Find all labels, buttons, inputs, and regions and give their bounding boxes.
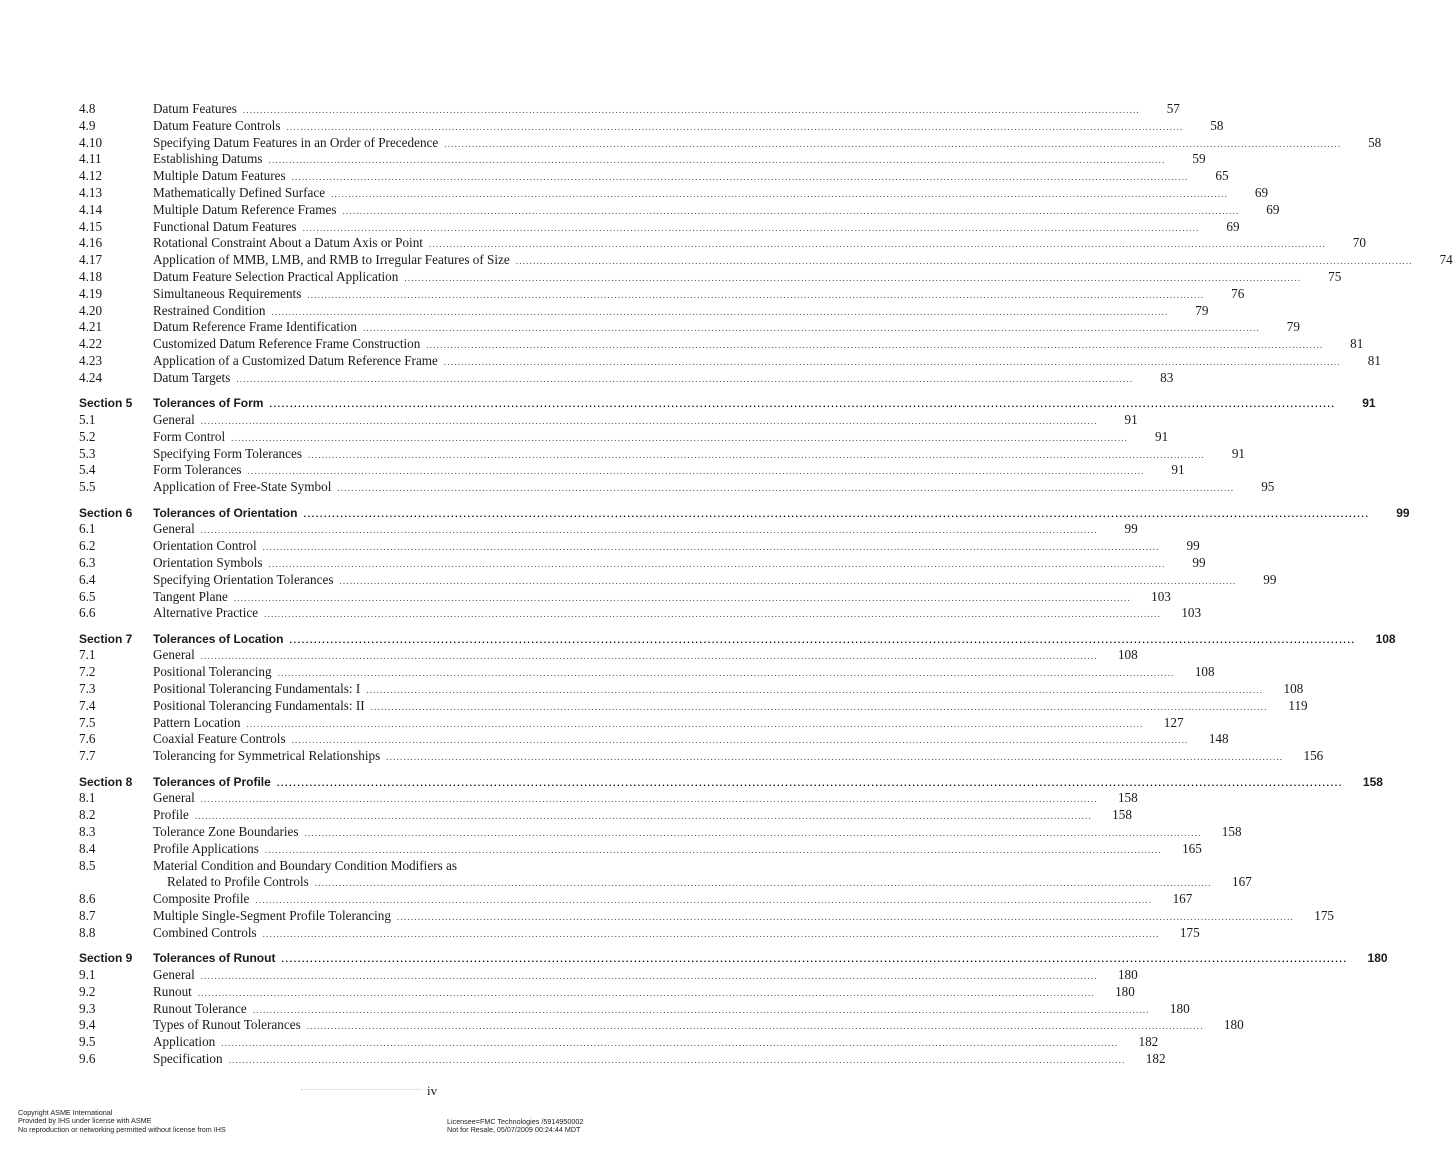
dot-leader: .................................................................................................................................................................................................................................................................... [228,1055,1126,1065]
toc-entry-row [79,571,1277,589]
dot-leader: .................................................................................................................................................................................................................................................................... [342,205,1240,216]
toc-entry-title: Types of Runout Tolerances [153,1017,301,1033]
toc-entry-title: Rotational Constraint About a Datum Axis or Point [153,235,423,251]
toc-entry-number: 9.4 [79,1017,96,1033]
toc-entry-number: 8.6 [79,891,96,907]
toc-entry-row [79,1017,1244,1034]
toc-entry-title: Profile [153,807,189,823]
dot-leader: .................................................................................................................................................................................................................................................................... [281,954,1348,965]
toc-entry-row [79,302,1209,320]
toc-entry-title: Positional Tolerancing Fundamentals: I [153,681,361,697]
toc-entry-page: 103 [1151,588,1171,604]
footer-line: Copyright ASME International [18,1108,113,1117]
toc-entry-number: Section 9 [79,951,133,966]
dot-leader: .................................................................................................................................................................................................................................................................... [242,105,1140,115]
toc-entry-number: 8.7 [79,908,96,924]
toc-entry-title: General [153,790,195,806]
dot-leader: .................................................................................................................................................................................................................................................................... [308,449,1205,460]
toc-entry-title: Runout Tolerance [153,1000,247,1016]
toc-entry-page: 70 [1352,235,1366,251]
toc-entry-number: 7.4 [79,697,96,713]
toc-entry-number: 4.12 [79,168,103,184]
dot-leader: .................................................................................................................................................................................................................................................................... [264,844,1162,855]
toc-entry-number: Section 7 [79,631,133,646]
toc-entry-row [79,748,1324,765]
toc-entry-title: Datum Reference Frame Identification [153,319,357,335]
toc-section-row [79,631,1396,648]
toc-entry-row [79,731,1229,748]
dot-leader: .................................................................................................................................................................................................................................................................... [515,256,1413,267]
table-of-contents [79,101,1453,1068]
toc-entry-row [79,101,1180,118]
toc-entry-number: 9.2 [79,983,96,999]
dot-leader: .................................................................................................................................................................................................................................................................... [233,592,1131,603]
dot-leader: .................................................................................................................................................................................................................................................................... [200,651,1098,662]
toc-entry-page: 182 [1145,1051,1166,1066]
toc-entry-page: 99 [1124,521,1138,537]
toc-entry-page: 69 [1266,201,1280,217]
dot-leader: .................................................................................................................................................................................................................................................................... [221,1038,1119,1049]
toc-entry-title: General [153,411,195,427]
toc-entry-number: 4.20 [79,302,103,318]
toc-entry-number: 4.9 [79,117,96,133]
footer-right [447,1118,583,1135]
dot-leader: .................................................................................................................................................................................................................................................................... [339,575,1237,586]
toc-entry-title: Composite Profile [153,891,250,907]
toc-entry-row [79,908,1334,925]
dot-leader: .................................................................................................................................................................................................................................................................... [426,340,1324,351]
toc-entry-number: 6.2 [79,538,96,554]
dot-leader: .................................................................................................................................................................................................................................................................... [255,895,1153,906]
toc-entry-title: General [153,647,195,663]
toc-entry-page: 167 [1231,874,1252,890]
dot-leader: .................................................................................................................................................................................................................................................................... [303,508,1370,519]
toc-entry-row [79,428,1169,446]
dot-leader: .................................................................................................................................................................................................................................................................... [236,373,1134,384]
toc-entry-row [79,1034,1159,1051]
toc-entry-title: Positional Tolerancing Fundamentals: II [153,697,365,713]
toc-entry-title: Specifying Datum Features in an Order of Precedence [153,134,439,150]
toc-entry-page: 99 [1263,571,1277,587]
toc-entry-row [79,874,1252,891]
dot-leader: .................................................................................................................................................................................................................................................................... [370,701,1268,712]
dot-leader: .................................................................................................................................................................................................................................................................... [197,987,1095,998]
toc-entry-page: 119 [1288,697,1308,713]
footer-line: Provided by IHS under license with ASME [18,1116,152,1126]
toc-entry-row [79,840,1202,858]
toc-entry-page: 148 [1208,731,1229,747]
toc-entry-title: Tolerance Zone Boundaries [153,824,299,840]
toc-entry-title: Alternative Practice [153,605,259,621]
toc-entry-page: 79 [1195,302,1209,318]
toc-entry-number: 5.1 [79,411,96,427]
toc-entry-page: 83 [1160,369,1174,385]
toc-entry-title: Tangent Plane [153,588,228,604]
toc-entry-number: 5.4 [79,462,96,478]
toc-entry-number: 7.1 [79,647,96,663]
toc-entry-title: Tolerances of Orientation [153,505,298,520]
toc-entry-page: 99 [1192,554,1206,570]
toc-entry-number: 9.6 [79,1051,96,1066]
dot-leader: .................................................................................................................................................................................................................................................................... [286,121,1184,132]
toc-entry-title: Datum Feature Controls [153,117,281,133]
toc-entry-page: 167 [1172,891,1193,907]
toc-entry-title: Datum Targets [153,369,231,385]
toc-entry-page: 81 [1367,352,1381,368]
toc-entry-title: Form Tolerances [153,462,242,478]
toc-entry-title: Customized Datum Reference Frame Construction [153,336,421,352]
toc-entry-number: 6.5 [79,588,96,604]
toc-entry-number: 5.3 [79,445,96,461]
toc-entry-title: Positional Tolerancing [153,664,272,680]
toc-entry-page: 91 [1171,462,1185,478]
toc-entry-row [79,462,1185,479]
toc-entry-page: 69 [1226,218,1240,234]
toc-entry-page: 182 [1138,1034,1159,1050]
dot-leader: .................................................................................................................................................................................................................................................................... [268,558,1166,569]
toc-entry-row [79,184,1269,202]
toc-entry-number: 5.5 [79,479,96,495]
dot-leader: .................................................................................................................................................................................................................................................................... [200,415,1098,426]
toc-section-row [79,505,1410,522]
toc-entry-title: General [153,967,195,983]
toc-entry-title: Mathematically Defined Surface [153,184,326,200]
footer-line: Licensee=FMC Technologies /5914950002 [447,1117,584,1126]
toc-entry-page: 103 [1181,605,1202,621]
toc-entry-title: Orientation Symbols [153,554,263,570]
dot-leader: .................................................................................................................................................................................................................................................................... [314,878,1212,889]
toc-entry-row [79,588,1171,606]
dot-leader: .................................................................................................................................................................................................................................................................... [264,609,1162,620]
toc-entry-row [79,891,1193,908]
dot-leader: .................................................................................................................................................................................................................................................................... [247,466,1145,477]
toc-entry-page: 65 [1215,168,1229,184]
dot-leader: .................................................................................................................................................................................................................................................................... [397,912,1294,923]
toc-entry-page: 91 [1124,411,1138,427]
toc-entry-page: 59 [1192,151,1206,167]
toc-entry-title: Form Control [153,428,226,444]
footer-left [18,1109,226,1134]
toc-entry-number: 4.18 [79,268,103,284]
toc-entry-row [79,790,1138,807]
dot-leader: .................................................................................................................................................................................................................................................................... [200,794,1098,805]
toc-entry-row [79,235,1366,252]
toc-entry-page: 91 [1154,428,1169,444]
toc-entry-title: General [153,521,195,537]
toc-entry-page: 158 [1117,790,1138,806]
toc-entry-page: 165 [1182,840,1202,856]
toc-entry-page: 175 [1314,908,1334,924]
toc-entry-page: 99 [1186,538,1200,554]
dot-leader: .................................................................................................................................................................................................................................................................... [271,306,1169,317]
toc-entry-number: 7.5 [79,714,96,730]
toc-entry-number: 9.1 [79,967,96,983]
dot-leader: .................................................................................................................................................................................................................................................................... [386,752,1284,763]
dot-leader: .................................................................................................................................................................................................................................................................... [262,542,1160,553]
toc-entry-page: 95 [1261,479,1275,495]
toc-entry-row [79,252,1453,269]
toc-entry-row [79,824,1242,841]
toc-entry-title: Restrained Condition [153,302,266,318]
toc-entry-row [79,521,1138,538]
toc-entry-row [79,201,1280,219]
toc-section-row [79,395,1376,412]
toc-entry-page: 175 [1179,924,1200,940]
dot-leader: .................................................................................................................................................................................................................................................................... [194,811,1092,822]
dot-leader: .................................................................................................................................................................................................................................................................... [404,272,1302,283]
toc-entry-number: 4.22 [79,336,103,352]
dot-leader: .................................................................................................................................................................................................................................................................... [289,634,1356,645]
dot-leader: .................................................................................................................................................................................................................................................................... [302,222,1200,233]
dot-leader: .................................................................................................................................................................................................................................................................... [277,668,1175,679]
toc-entry-row [79,858,789,875]
toc-entry-page: 158 [1112,807,1132,823]
toc-entry-number: 7.3 [79,681,96,697]
toc-entry-number: 6.6 [79,605,96,621]
toc-entry-row [79,538,1200,555]
toc-entry-title: Application [153,1034,216,1050]
toc-entry-title: Establishing Datums [153,151,263,167]
toc-entry-number: 4.17 [79,252,103,268]
toc-entry-row [79,479,1275,496]
toc-entry-page: 74 [1439,252,1453,268]
toc-entry-number: 7.6 [79,731,96,747]
toc-entry-page: 58 [1368,134,1382,150]
toc-entry-number: Section 6 [79,505,133,520]
toc-entry-title: Tolerances of Runout [153,951,276,966]
toc-entry-row [79,336,1364,353]
toc-entry-title: Coaxial Feature Controls [153,731,286,747]
toc-entry-page: 180 [1169,1000,1190,1016]
toc-entry-number: Section 5 [79,396,133,411]
toc-entry-title: Datum Features [153,101,237,116]
toc-entry-title: Tolerances of Location [153,631,284,646]
dot-leader: .................................................................................................................................................................................................................................................................... [443,356,1341,367]
toc-entry-page: 108 [1375,631,1396,646]
toc-entry-number: 4.24 [79,369,103,385]
toc-entry-title: Multiple Datum Reference Frames [153,201,337,217]
toc-entry-number: 4.21 [79,319,103,335]
dot-leader: .................................................................................................................................................................................................................................................................... [268,155,1166,166]
toc-entry-page: 76 [1231,285,1245,301]
toc-entry-row [79,1000,1190,1018]
toc-section-row [79,774,1383,791]
toc-entry-row [79,714,1184,732]
toc-entry-page: 180 [1115,983,1135,999]
toc-entry-page: 180 [1117,967,1138,983]
toc-entry-row [79,807,1132,824]
toc-entry-row [79,319,1300,336]
dot-leader: .................................................................................................................................................................................................................................................................... [362,323,1260,334]
toc-entry-title: Application of Free-State Symbol [153,479,332,495]
toc-entry-row [79,967,1138,984]
toc-entry-number: 4.13 [79,184,103,200]
toc-entry-title: Application of a Customized Datum Reference Frame [153,352,438,368]
toc-entry-number: 4.16 [79,235,103,251]
toc-entry-number: 4.23 [79,352,103,368]
footer-line: Not for Resale, 05/07/2009 00:24:44 MDT [447,1125,581,1135]
toc-entry-number: 6.1 [79,521,96,537]
toc-entry-row [79,117,1224,135]
toc-entry-page: 108 [1117,647,1138,663]
toc-entry-title: Multiple Single-Segment Profile Tolerancing [153,908,391,924]
toc-entry-number: 8.1 [79,790,96,806]
toc-entry-title: Tolerancing for Symmetrical Relationships [153,748,381,764]
toc-entry-page: 99 [1396,505,1410,520]
dot-leader: .................................................................................................................................................................................................................................................................... [291,172,1189,183]
toc-entry-row [79,285,1245,303]
toc-entry-number: 4.15 [79,218,103,234]
toc-entry-title: Combined Controls [153,924,257,940]
dot-leader: .................................................................................................................................................................................................................................................................... [366,685,1264,696]
toc-entry-page: 91 [1231,445,1245,461]
toc-entry-row [79,168,1229,185]
toc-entry-number: 4.19 [79,285,103,301]
toc-entry-number: 4.8 [79,101,96,116]
toc-entry-page: 81 [1350,336,1364,352]
toc-entry-row [79,924,1200,942]
dot-leader: .................................................................................................................................................................................................................................................................... [231,432,1129,443]
dot-leader: .................................................................................................................................................................................................................................................................... [262,928,1160,939]
toc-entry-row [79,369,1174,387]
toc-entry-number: 8.8 [79,924,96,940]
toc-entry-page: 91 [1362,396,1376,411]
toc-entry-row [79,1051,1166,1068]
toc-entry-row [79,697,1308,715]
toc-entry-title: Tolerances of Profile [153,774,271,789]
toc-entry-row [79,352,1381,370]
toc-entry-number: 7.2 [79,664,96,680]
toc-entry-page: 180 [1367,951,1388,966]
toc-entry-number: 8.2 [79,807,96,823]
toc-entry-page: 108 [1194,664,1215,680]
toc-entry-row [79,218,1240,236]
toc-entry-row [79,605,1202,622]
toc-entry-title: Tolerances of Form [153,396,264,411]
dot-leader: .................................................................................................................................................................................................................................................................... [331,188,1229,199]
dot-leader: .................................................................................................................................................................................................................................................................... [200,971,1098,982]
toc-entry-page: 158 [1221,824,1242,840]
toc-entry-page: 79 [1286,319,1300,335]
dot-leader: .................................................................................................................................................................................................................................................................... [200,525,1098,536]
toc-entry-page: 75 [1328,268,1342,284]
toc-entry-title: Related to Profile Controls [167,874,309,890]
faint-dotted-mark [301,1089,421,1091]
page-number [427,1083,437,1099]
dot-leader: .................................................................................................................................................................................................................................................................... [337,483,1235,494]
toc-entry-number: 6.3 [79,554,96,570]
toc-entry-title: Profile Applications [153,840,259,856]
toc-entry-title: Runout [153,983,192,999]
dot-leader: .................................................................................................................................................................................................................................................................... [307,289,1205,300]
dot-leader: .................................................................................................................................................................................................................................................................... [276,777,1343,788]
toc-entry-number: 8.5 [79,857,96,873]
toc-entry-row [79,664,1215,681]
page-number-text: iv [427,1083,438,1098]
toc-entry-number: 9.3 [79,1000,96,1016]
dot-leader: .................................................................................................................................................................................................................................................................... [428,239,1326,250]
toc-entry-row [79,151,1206,168]
toc-entry-page: 69 [1254,184,1269,200]
dot-leader: .................................................................................................................................................................................................................................................................... [444,138,1342,149]
toc-entry-number: 6.4 [79,571,96,587]
footer-line: No reproduction or networking permitted without license from IHS [18,1124,226,1134]
toc-entry-title: Simultaneous Requirements [153,285,302,301]
toc-entry-page: 57 [1166,101,1180,116]
toc-entry-page: 108 [1283,681,1304,697]
toc-entry-page: 58 [1210,117,1224,133]
toc-entry-row [79,268,1342,286]
toc-entry-number: 8.3 [79,824,96,840]
toc-entry-title: Specifying Form Tolerances [153,445,302,461]
toc-entry-number: 4.14 [79,201,103,217]
toc-entry-page: 127 [1163,714,1184,730]
toc-entry-title: Orientation Control [153,538,257,554]
toc-entry-page: 180 [1223,1017,1244,1033]
toc-entry-number: 5.2 [79,428,96,444]
toc-entry-row [79,681,1304,698]
toc-entry-row [79,983,1135,1001]
toc-entry-row [79,554,1206,572]
toc-entry-number: 8.4 [79,840,96,856]
toc-entry-number: Section 8 [79,774,133,789]
dot-leader: .................................................................................................................................................................................................................................................................... [306,1021,1204,1032]
toc-entry-row [79,647,1138,664]
dot-leader: .................................................................................................................................................................................................................................................................... [304,828,1202,839]
dot-leader: .................................................................................................................................................................................................................................................................... [246,718,1144,729]
toc-entry-row [79,134,1382,152]
toc-entry-title: Material Condition and Boundary Condition Modifiers as [153,857,458,873]
toc-entry-title: Datum Feature Selection Practical Application [153,268,399,284]
toc-entry-title: Application of MMB, LMB, and RMB to Irregular Features of Size [153,252,510,268]
toc-entry-page: 156 [1303,748,1324,764]
toc-entry-row [79,411,1138,429]
toc-entry-title: Specification [153,1051,223,1066]
toc-entry-title: Specifying Orientation Tolerances [153,571,334,587]
toc-entry-title: Pattern Location [153,714,241,730]
dot-leader: .................................................................................................................................................................................................................................................................... [252,1004,1150,1015]
dot-leader: .................................................................................................................................................................................................................................................................... [269,399,1336,410]
toc-entry-number: 4.10 [79,134,103,150]
toc-entry-title: Functional Datum Features [153,218,297,234]
toc-entry-number: 9.5 [79,1034,96,1050]
toc-entry-number: 7.7 [79,748,96,764]
toc-section-row [79,950,1388,967]
toc-entry-title: Multiple Datum Features [153,168,286,184]
toc-entry-row [79,445,1245,463]
dot-leader: .................................................................................................................................................................................................................................................................... [291,735,1189,746]
toc-entry-number: 4.11 [79,151,102,167]
toc-entry-page: 158 [1362,774,1383,789]
